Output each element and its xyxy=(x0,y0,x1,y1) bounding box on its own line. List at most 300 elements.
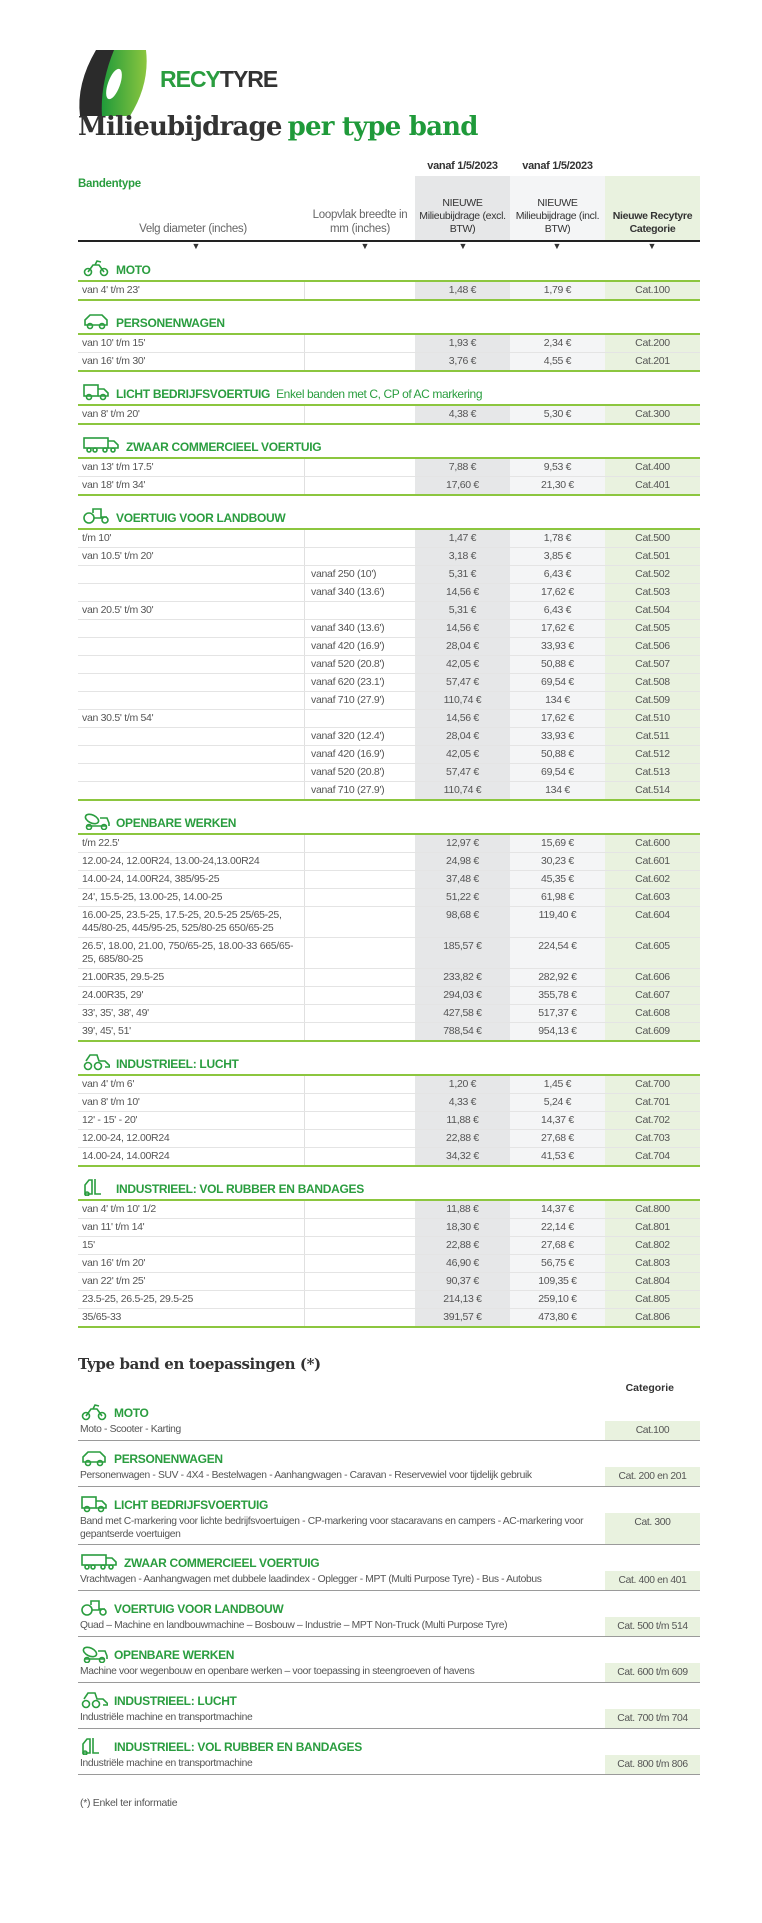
tyre-diameter-cell xyxy=(78,638,305,655)
category-cell: Cat.702 xyxy=(605,1112,700,1129)
table-row xyxy=(78,889,700,907)
fee-excl-vat-cell: 1,93 € xyxy=(415,335,510,352)
tractor-icon xyxy=(82,507,110,525)
fee-incl-vat-cell: 50,88 € xyxy=(510,656,605,673)
tread-width-cell xyxy=(305,353,415,370)
section-title: PERSONENWAGEN xyxy=(116,316,225,330)
category-cell: Cat.602 xyxy=(605,871,700,888)
section-title: VOERTUIG VOOR LANDBOUW xyxy=(116,511,286,525)
fee-excl-vat-cell: 11,88 € xyxy=(415,1201,510,1218)
application-header xyxy=(78,1545,700,1571)
table-header xyxy=(78,160,700,252)
section-industrieel-vol-rubber-en-bandages xyxy=(78,1171,700,1328)
fee-incl-vat-cell: 2,34 € xyxy=(510,335,605,352)
tyre-diameter-cell: van 10.5' t/m 20' xyxy=(78,548,305,565)
tread-width-cell xyxy=(305,1291,415,1308)
page-title xyxy=(78,112,478,142)
arrow-down-icon: ▼ xyxy=(647,241,657,251)
fee-incl-vat-cell: 355,78 € xyxy=(510,987,605,1004)
fee-incl-vat-cell: 517,37 € xyxy=(510,1005,605,1022)
tread-width-cell xyxy=(305,853,415,870)
footnote: (*) Enkel ter informatie xyxy=(80,1797,178,1809)
tyre-diameter-cell: 16.00-25, 23.5-25, 17.5-25, 20.5-25 25/65-25, 445/80-25, 445/95-25, 525/80-25 650/65-25 xyxy=(78,907,305,937)
fee-excl-vat-cell: 7,88 € xyxy=(415,459,510,476)
section-title: LICHT BEDRIJFSVOERTUIG xyxy=(116,387,271,401)
fee-incl-vat-cell: 15,69 € xyxy=(510,835,605,852)
section-zwaar-commercieel-voertuig xyxy=(78,429,700,496)
tread-width-cell xyxy=(305,1112,415,1129)
applications-list xyxy=(78,1395,700,1775)
category-cell: Cat.513 xyxy=(605,764,700,781)
application-description: Industriële machine en transportmachine xyxy=(80,1712,253,1723)
category-cell: Cat.508 xyxy=(605,674,700,691)
tread-width-cell xyxy=(305,1130,415,1147)
category-cell: Cat.806 xyxy=(605,1309,700,1326)
application-title: LICHT BEDRIJFSVOERTUIG xyxy=(114,1498,269,1512)
van-icon xyxy=(80,1495,108,1513)
fee-incl-vat-cell: 954,13 € xyxy=(510,1023,605,1040)
fee-excl-vat-cell: 22,88 € xyxy=(415,1130,510,1147)
tread-width-cell xyxy=(305,907,415,937)
tread-width-cell: vanaf 340 (13.6') xyxy=(311,622,385,634)
table-row xyxy=(78,353,700,372)
tyre-diameter-cell: van 10' t/m 15' xyxy=(78,335,305,352)
application-title: VOERTUIG VOOR LANDBOUW xyxy=(114,1602,284,1616)
tread-width-cell: vanaf 520 (20.8') xyxy=(311,766,385,778)
application-item xyxy=(78,1487,700,1545)
fee-incl-vat-cell: 17,62 € xyxy=(510,710,605,727)
table-row xyxy=(78,987,700,1005)
category-cell: Cat.603 xyxy=(605,889,700,906)
arrow-down-icon: ▼ xyxy=(458,241,468,251)
truck-icon xyxy=(82,436,120,454)
fee-excl-vat-cell: 5,31 € xyxy=(415,566,510,583)
title-main: Milieubijdrage xyxy=(78,112,282,142)
tread-width-cell xyxy=(305,335,415,352)
table-row xyxy=(78,1219,700,1237)
table-row xyxy=(78,477,700,496)
category-cell: Cat.604 xyxy=(605,907,700,937)
table-row xyxy=(78,1023,700,1042)
fee-incl-vat-cell: 9,53 € xyxy=(510,459,605,476)
fee-excl-vat-cell: 42,05 € xyxy=(415,746,510,763)
tread-width-cell: vanaf 320 (12.4') xyxy=(311,730,385,742)
category-cell: Cat.201 xyxy=(605,353,700,370)
application-category: Cat. 600 t/m 609 xyxy=(605,1663,700,1682)
section-header xyxy=(78,376,700,406)
tyre-diameter-cell: van 20.5' t/m 30' xyxy=(78,602,305,619)
table-row xyxy=(78,1076,700,1094)
tyre-diameter-cell: 24', 15.5-25, 13.00-25, 14.00-25 xyxy=(78,889,305,906)
table-row xyxy=(78,938,700,969)
tyre-diameter-cell: van 16' t/m 20' xyxy=(78,1255,305,1272)
fee-incl-vat-cell: 22,14 € xyxy=(510,1219,605,1236)
fee-incl-vat-cell: 56,75 € xyxy=(510,1255,605,1272)
section-openbare-werken xyxy=(78,805,700,1042)
section-moto xyxy=(78,252,700,301)
tyre-diameter-cell: 12.00-24, 12.00R24, 13.00-24,13.00R24 xyxy=(78,853,305,870)
tread-width-cell: vanaf 710 (27.9') xyxy=(311,784,385,796)
header-divider xyxy=(78,240,700,242)
arrow-down-icon: ▼ xyxy=(552,241,562,251)
application-item xyxy=(78,1683,700,1729)
fee-incl-vat-cell: 17,62 € xyxy=(510,584,605,601)
application-category: Cat.100 xyxy=(605,1421,700,1440)
section-title: INDUSTRIEEL: VOL RUBBER EN BANDAGES xyxy=(116,1182,364,1196)
fee-incl-vat-cell: 282,92 € xyxy=(510,969,605,986)
tread-width-cell xyxy=(305,1255,415,1272)
application-header xyxy=(78,1637,700,1663)
fee-incl-vat-cell: 41,53 € xyxy=(510,1148,605,1165)
tyre-diameter-cell: van 30.5' t/m 54' xyxy=(78,710,305,727)
recytyre-logo xyxy=(74,44,304,120)
tread-width-cell xyxy=(305,1219,415,1236)
application-item xyxy=(78,1395,700,1441)
tyre-diameter-cell: 23.5-25, 26.5-25, 29.5-25 xyxy=(78,1291,305,1308)
brand-part1: RECY xyxy=(160,66,220,92)
table-row xyxy=(78,1273,700,1291)
table-row xyxy=(78,710,700,728)
fee-incl-vat-cell: 473,80 € xyxy=(510,1309,605,1326)
fee-incl-vat-cell: 134 € xyxy=(510,692,605,709)
category-cell: Cat.800 xyxy=(605,1201,700,1218)
content xyxy=(78,160,700,1830)
category-cell: Cat.506 xyxy=(605,638,700,655)
fee-excl-vat-cell: 3,18 € xyxy=(415,548,510,565)
section-header xyxy=(78,1171,700,1201)
car-icon xyxy=(82,312,110,330)
application-header xyxy=(78,1729,700,1755)
tyre-diameter-cell: van 8' t/m 20' xyxy=(78,406,305,423)
table-row xyxy=(78,459,700,477)
fee-incl-vat-cell: 14,37 € xyxy=(510,1112,605,1129)
table-row xyxy=(78,764,700,782)
fee-incl-vat-cell: 259,10 € xyxy=(510,1291,605,1308)
section-voertuig-voor-landbouw xyxy=(78,500,700,801)
table-row xyxy=(78,907,700,938)
table-row xyxy=(78,406,700,425)
tyre-diameter-cell: 14.00-24, 14.00R24 xyxy=(78,1148,305,1165)
category-cell: Cat.700 xyxy=(605,1076,700,1093)
fee-excl-vat-cell: 4,33 € xyxy=(415,1094,510,1111)
section-header xyxy=(78,252,700,282)
fee-incl-vat-cell: 1,45 € xyxy=(510,1076,605,1093)
application-description: Band met C-markering voor lichte bedrijfsvoertuigen - CP-markering voor stacaravans en campers - AC-markering voor gepantserde voertuigen xyxy=(80,1516,584,1540)
tyre-diameter-cell xyxy=(78,692,305,709)
fee-excl-vat-cell: 185,57 € xyxy=(415,938,510,968)
col-header-excl: NIEUWE Milieubijdrage (excl. BTW) xyxy=(415,176,510,240)
section-title: MOTO xyxy=(116,263,151,277)
tyre-diameter-cell xyxy=(78,746,305,763)
table-row xyxy=(78,782,700,801)
tyre-diameter-cell: van 4' t/m 6' xyxy=(78,1076,305,1093)
application-item xyxy=(78,1637,700,1683)
application-header xyxy=(78,1487,700,1513)
application-header xyxy=(78,1395,700,1421)
category-cell: Cat.600 xyxy=(605,835,700,852)
van-icon xyxy=(82,383,110,401)
fee-excl-vat-cell: 294,03 € xyxy=(415,987,510,1004)
fee-excl-vat-cell: 11,88 € xyxy=(415,1112,510,1129)
fee-incl-vat-cell: 6,43 € xyxy=(510,566,605,583)
fee-excl-vat-cell: 34,32 € xyxy=(415,1148,510,1165)
fee-excl-vat-cell: 110,74 € xyxy=(415,782,510,799)
table-row xyxy=(78,1201,700,1219)
category-header: Categorie xyxy=(625,1382,674,1394)
fee-incl-vat-cell: 224,54 € xyxy=(510,938,605,968)
category-cell: Cat.607 xyxy=(605,987,700,1004)
category-cell: Cat.606 xyxy=(605,969,700,986)
application-header xyxy=(78,1591,700,1617)
section-industrieel-lucht xyxy=(78,1046,700,1167)
fee-excl-vat-cell: 14,56 € xyxy=(415,620,510,637)
tyre-diameter-cell: 35/65-33 xyxy=(78,1309,305,1326)
tread-width-cell: vanaf 420 (16.9') xyxy=(311,748,385,760)
application-description: Vrachtwagen - Aanhangwagen met dubbele laadindex - Oplegger - MPT (Multi Purpose Tyre) - Bus - Autobus xyxy=(80,1574,542,1585)
tread-width-cell: vanaf 520 (20.8') xyxy=(311,658,385,670)
fee-incl-vat-cell: 14,37 € xyxy=(510,1201,605,1218)
category-cell: Cat.608 xyxy=(605,1005,700,1022)
tyre-diameter-cell: 21.00R35, 29.5-25 xyxy=(78,969,305,986)
tyre-diameter-cell xyxy=(78,566,305,583)
section-title: OPENBARE WERKEN xyxy=(116,816,237,830)
category-cell: Cat.500 xyxy=(605,530,700,547)
application-category: Cat. 200 en 201 xyxy=(605,1467,700,1486)
table-row xyxy=(78,530,700,548)
table-row xyxy=(78,871,700,889)
category-cell: Cat.803 xyxy=(605,1255,700,1272)
table-row xyxy=(78,853,700,871)
tread-width-cell: vanaf 620 (23.1') xyxy=(311,676,385,688)
application-title: OPENBARE WERKEN xyxy=(114,1648,235,1662)
tread-width-cell: vanaf 340 (13.6') xyxy=(311,586,385,598)
tyre-diameter-cell: van 4' t/m 23' xyxy=(78,282,305,299)
tread-width-cell xyxy=(305,889,415,906)
fee-excl-vat-cell: 4,38 € xyxy=(415,406,510,423)
table-row xyxy=(78,728,700,746)
tread-width-cell xyxy=(305,1094,415,1111)
fee-excl-vat-cell: 14,56 € xyxy=(415,710,510,727)
application-item xyxy=(78,1441,700,1487)
category-cell: Cat.509 xyxy=(605,692,700,709)
section-personenwagen xyxy=(78,305,700,372)
fee-incl-vat-cell: 61,98 € xyxy=(510,889,605,906)
tread-width-cell xyxy=(305,1005,415,1022)
application-description: Quad – Machine en landbouwmachine – Bosbouw – Industrie – MPT Non-Truck (Multi Purpose Tyre) xyxy=(80,1620,508,1631)
table-body xyxy=(78,252,700,1328)
fee-incl-vat-cell: 5,30 € xyxy=(510,406,605,423)
loader-icon xyxy=(82,1053,110,1071)
tread-width-cell xyxy=(305,548,415,565)
application-header xyxy=(78,1683,700,1709)
application-item xyxy=(78,1545,700,1591)
tyre-diameter-cell: 39', 45', 51' xyxy=(78,1023,305,1040)
brand-part2: TYRE xyxy=(219,66,278,92)
applications-title: Type band en toepassingen (*) xyxy=(78,1355,321,1373)
application-category: Cat. 300 xyxy=(605,1513,700,1544)
section-licht-bedrijfsvoertuig xyxy=(78,376,700,425)
table-row xyxy=(78,548,700,566)
table-row xyxy=(78,1112,700,1130)
category-cell: Cat.609 xyxy=(605,1023,700,1040)
tread-width-cell: vanaf 420 (16.9') xyxy=(311,640,385,652)
fee-incl-vat-cell: 17,62 € xyxy=(510,620,605,637)
category-cell: Cat.503 xyxy=(605,584,700,601)
fee-incl-vat-cell: 69,54 € xyxy=(510,764,605,781)
date-label-excl: vanaf 1/5/2023 xyxy=(427,160,498,172)
category-cell: Cat.511 xyxy=(605,728,700,745)
table-row xyxy=(78,1255,700,1273)
table-row xyxy=(78,1237,700,1255)
tyre-diameter-cell: van 4' t/m 10' 1/2 xyxy=(78,1201,305,1218)
category-cell: Cat.804 xyxy=(605,1273,700,1290)
col-header-diameter: Velg diameter (inches) xyxy=(139,223,247,235)
application-title: MOTO xyxy=(114,1406,149,1420)
tyre-diameter-cell: van 13' t/m 17.5' xyxy=(78,459,305,476)
tyre-diameter-cell: t/m 22.5' xyxy=(78,835,305,852)
tread-width-cell xyxy=(305,938,415,968)
tread-width-cell xyxy=(305,282,415,299)
loader-icon xyxy=(80,1691,108,1709)
section-header xyxy=(78,805,700,835)
application-description: Moto - Scooter - Karting xyxy=(80,1424,181,1435)
table-row xyxy=(78,335,700,353)
tyre-logo-icon xyxy=(74,44,150,120)
table-row xyxy=(78,602,700,620)
title-accent: per type band xyxy=(287,112,478,142)
fee-incl-vat-cell: 3,85 € xyxy=(510,548,605,565)
fee-incl-vat-cell: 21,30 € xyxy=(510,477,605,494)
tyre-diameter-cell: van 11' t/m 14' xyxy=(78,1219,305,1236)
category-cell: Cat.805 xyxy=(605,1291,700,1308)
fee-excl-vat-cell: 1,47 € xyxy=(415,530,510,547)
application-item xyxy=(78,1729,700,1775)
fee-incl-vat-cell: 1,79 € xyxy=(510,282,605,299)
table-row xyxy=(78,1309,700,1328)
section-header xyxy=(78,429,700,459)
fee-excl-vat-cell: 18,30 € xyxy=(415,1219,510,1236)
tyre-diameter-cell: t/m 10' xyxy=(78,530,305,547)
fee-incl-vat-cell: 69,54 € xyxy=(510,674,605,691)
category-cell: Cat.704 xyxy=(605,1148,700,1165)
tyre-diameter-cell: 12.00-24, 12.00R24 xyxy=(78,1130,305,1147)
category-cell: Cat.507 xyxy=(605,656,700,673)
fee-incl-vat-cell: 50,88 € xyxy=(510,746,605,763)
motorcycle-icon xyxy=(82,259,110,277)
fee-excl-vat-cell: 28,04 € xyxy=(415,728,510,745)
col-header-incl: NIEUWE Milieubijdrage (incl. BTW) xyxy=(510,176,605,240)
fee-incl-vat-cell: 4,55 € xyxy=(510,353,605,370)
fee-incl-vat-cell: 5,24 € xyxy=(510,1094,605,1111)
fee-excl-vat-cell: 22,88 € xyxy=(415,1237,510,1254)
tread-width-cell xyxy=(305,835,415,852)
application-title: INDUSTRIEEL: VOL RUBBER EN BANDAGES xyxy=(114,1740,362,1754)
fee-incl-vat-cell: 134 € xyxy=(510,782,605,799)
table-row xyxy=(78,282,700,301)
application-title: ZWAAR COMMERCIEEL VOERTUIG xyxy=(124,1556,320,1570)
section-title: ZWAAR COMMERCIEEL VOERTUIG xyxy=(126,440,322,454)
table-row xyxy=(78,1291,700,1309)
fee-incl-vat-cell: 27,68 € xyxy=(510,1237,605,1254)
tread-width-cell xyxy=(305,1237,415,1254)
fee-excl-vat-cell: 57,47 € xyxy=(415,674,510,691)
application-category: Cat. 700 t/m 704 xyxy=(605,1709,700,1728)
tread-width-cell xyxy=(305,602,415,619)
tread-width-cell xyxy=(305,530,415,547)
category-cell: Cat.514 xyxy=(605,782,700,799)
application-category: Cat. 500 t/m 514 xyxy=(605,1617,700,1636)
table-row xyxy=(78,656,700,674)
tyre-diameter-cell: van 8' t/m 10' xyxy=(78,1094,305,1111)
arrow-down-icon: ▼ xyxy=(360,241,370,251)
date-label-incl: vanaf 1/5/2023 xyxy=(522,160,593,172)
table-row xyxy=(78,1148,700,1167)
table-row xyxy=(78,1005,700,1023)
fee-excl-vat-cell: 110,74 € xyxy=(415,692,510,709)
tread-width-cell xyxy=(305,1023,415,1040)
tread-width-cell xyxy=(305,477,415,494)
cement-mixer-icon xyxy=(82,812,110,830)
tyre-diameter-cell xyxy=(78,656,305,673)
category-cell: Cat.100 xyxy=(605,282,700,299)
category-cell: Cat.501 xyxy=(605,548,700,565)
tyre-diameter-cell: 26.5', 18.00, 21.00, 750/65-25, 18.00-33 665/65-25, 685/80-25 xyxy=(78,938,305,968)
brand-name xyxy=(160,66,277,93)
col-header-width: Loopvlak breedte in mm (inches) xyxy=(312,209,408,235)
truck-icon xyxy=(80,1553,118,1571)
tread-width-cell: vanaf 710 (27.9') xyxy=(311,694,385,706)
fee-excl-vat-cell: 17,60 € xyxy=(415,477,510,494)
forklift-icon xyxy=(82,1178,110,1196)
table-row xyxy=(78,674,700,692)
section-title: INDUSTRIEEL: LUCHT xyxy=(116,1057,239,1071)
category-cell: Cat.510 xyxy=(605,710,700,727)
application-title: PERSONENWAGEN xyxy=(114,1452,223,1466)
category-cell: Cat.601 xyxy=(605,853,700,870)
motorcycle-icon xyxy=(80,1403,108,1421)
fee-excl-vat-cell: 1,20 € xyxy=(415,1076,510,1093)
table-row xyxy=(78,584,700,602)
bandentype-label: Bandentype xyxy=(78,178,141,190)
fee-excl-vat-cell: 37,48 € xyxy=(415,871,510,888)
tyre-diameter-cell xyxy=(78,782,305,799)
fee-excl-vat-cell: 214,13 € xyxy=(415,1291,510,1308)
fee-excl-vat-cell: 427,58 € xyxy=(415,1005,510,1022)
tyre-diameter-cell: 15' xyxy=(78,1237,305,1254)
tyre-diameter-cell: 33', 35', 38', 49' xyxy=(78,1005,305,1022)
category-cell: Cat.300 xyxy=(605,406,700,423)
section-header xyxy=(78,500,700,530)
fee-excl-vat-cell: 14,56 € xyxy=(415,584,510,601)
fee-excl-vat-cell: 3,76 € xyxy=(415,353,510,370)
fee-incl-vat-cell: 30,23 € xyxy=(510,853,605,870)
category-cell: Cat.400 xyxy=(605,459,700,476)
fee-excl-vat-cell: 233,82 € xyxy=(415,969,510,986)
fee-excl-vat-cell: 5,31 € xyxy=(415,602,510,619)
tyre-diameter-cell: 24.00R35, 29' xyxy=(78,987,305,1004)
tread-width-cell xyxy=(305,1201,415,1218)
table-row xyxy=(78,566,700,584)
tyre-diameter-cell: 12' - 15' - 20' xyxy=(78,1112,305,1129)
fee-excl-vat-cell: 1,48 € xyxy=(415,282,510,299)
tyre-diameter-cell: van 16' t/m 30' xyxy=(78,353,305,370)
tyre-diameter-cell xyxy=(78,764,305,781)
tread-width-cell xyxy=(305,969,415,986)
category-cell: Cat.605 xyxy=(605,938,700,968)
section-header xyxy=(78,1046,700,1076)
table-row xyxy=(78,835,700,853)
tread-width-cell xyxy=(305,987,415,1004)
